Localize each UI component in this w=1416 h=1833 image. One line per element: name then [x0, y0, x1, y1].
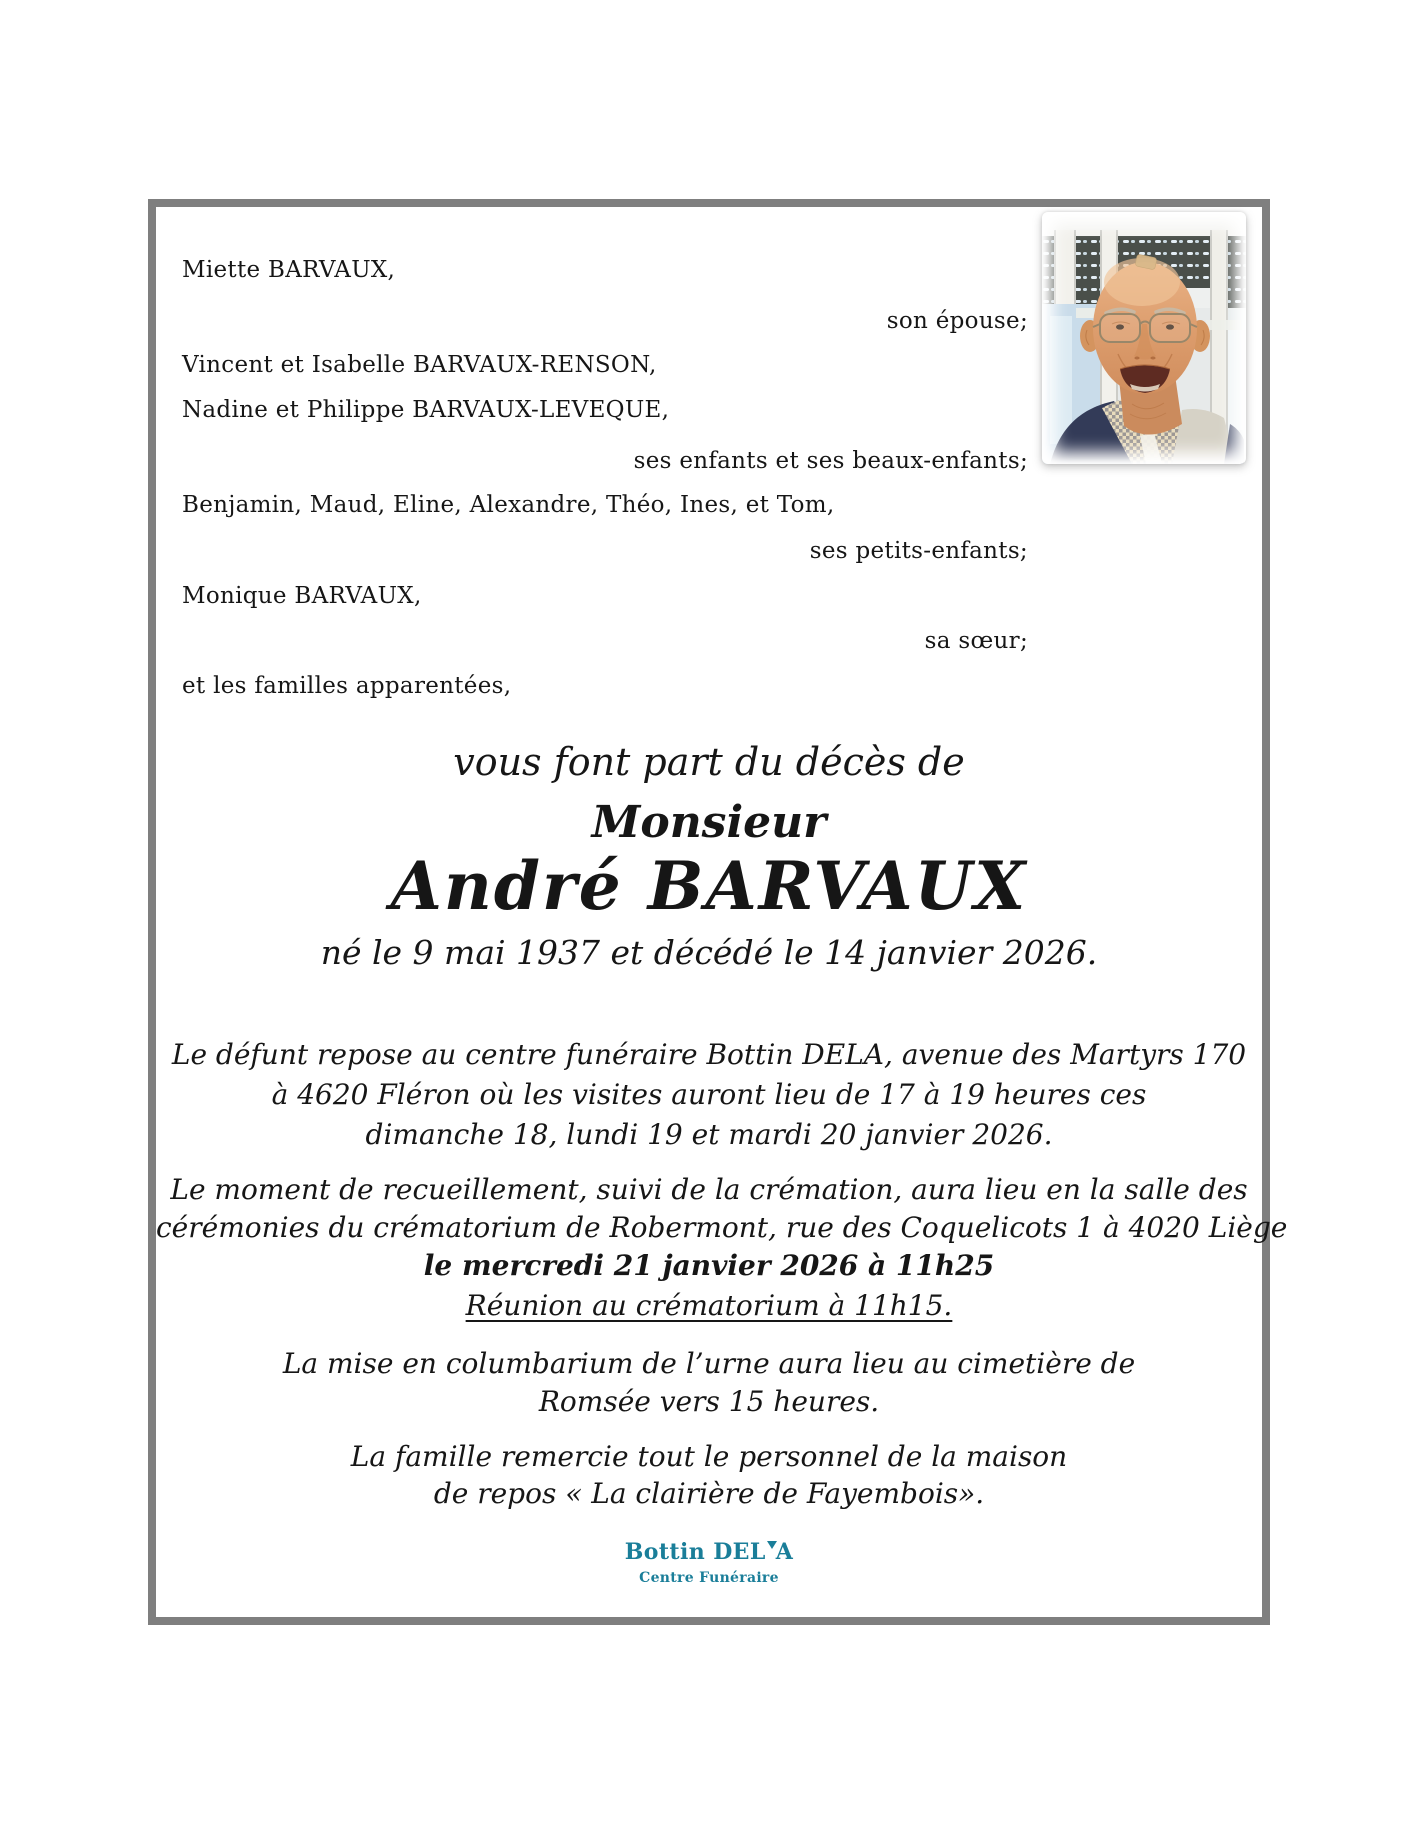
deceased-portrait-photo [1042, 212, 1246, 464]
relation-label: son épouse; [886, 308, 1028, 334]
paragraph-line: Le défunt repose au centre funéraire Bottin DELA, avenue des Martyrs 170 [171, 1038, 1247, 1071]
meeting-line: Réunion au crématorium à 11h15. [465, 1289, 953, 1322]
logo-subtitle: Centre Funéraire [639, 1570, 779, 1586]
family-line: et les familles apparentées, [182, 673, 512, 699]
relation-label: ses enfants et ses beaux-enfants; [633, 448, 1028, 474]
civility-title: Monsieur [591, 797, 827, 848]
relation-label: sa sœur; [924, 628, 1028, 654]
paragraph-line: La famille remercie tout le personnel de la maison [350, 1440, 1068, 1473]
ceremony-datetime: le mercredi 21 janvier 2026 à 11h25 [423, 1249, 995, 1282]
columbarium-paragraph [156, 1345, 1262, 1421]
family-line: Miette BARVAUX, [182, 257, 396, 283]
portrait-illustration [1042, 212, 1246, 464]
paragraph-line: cérémonies du crématorium de Robermont, rue des Coquelicots 1 à 4020 Liège [156, 1211, 1288, 1244]
thanks-paragraph [156, 1438, 1262, 1512]
paragraph-line: La mise en columbarium de l’urne aura lieu au cimetière de [282, 1347, 1136, 1380]
deceased-name: André BARVAUX [390, 847, 1028, 925]
family-line: Monique BARVAUX, [182, 583, 422, 609]
intro-line: vous font part du décès de [453, 740, 965, 784]
paragraph-line: Romsée vers 15 heures. [538, 1385, 880, 1418]
logo-text-suffix: A [775, 1539, 794, 1565]
logo-text-prefix: Bottin DEL [624, 1539, 766, 1565]
logo-wordmark [156, 1539, 1262, 1565]
family-line: Nadine et Philippe BARVAUX-LEVEQUE, [182, 397, 670, 423]
funeral-home-logo [156, 1539, 1262, 1588]
announcement-card [148, 199, 1288, 1625]
paragraph-line: de repos « La clairière de Fayembois». [433, 1477, 985, 1510]
paragraph-line: dimanche 18, lundi 19 et mardi 20 janvier 2026. [365, 1118, 1053, 1151]
paragraph-line: Le moment de recueillement, suivi de la crémation, aura lieu en la salle des [170, 1173, 1248, 1206]
paragraph-line: à 4620 Fléron où les visites auront lieu de 17 à 19 heures ces [271, 1078, 1147, 1111]
life-dates: né le 9 mai 1937 et décédé le 14 janvier 2026. [320, 933, 1098, 972]
family-line: Vincent et Isabelle BARVAUX-RENSON, [182, 352, 657, 378]
family-line: Benjamin, Maud, Eline, Alexandre, Théo, Ines, et Tom, [182, 492, 835, 518]
ceremony-paragraph [156, 1171, 1288, 1285]
repose-paragraph [156, 1035, 1262, 1155]
relation-label: ses petits-enfants; [809, 538, 1028, 564]
